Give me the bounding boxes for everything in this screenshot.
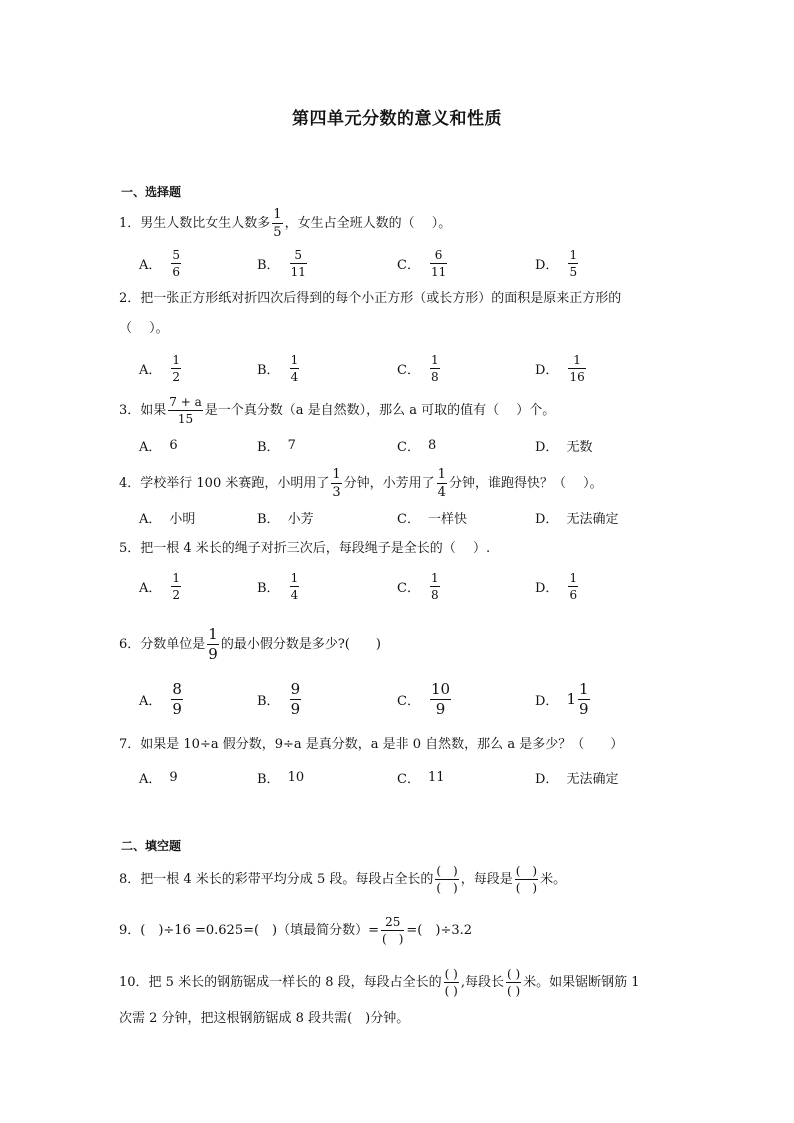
option-d[interactable]: D． $\frac{1}{16}$ <box>535 352 585 384</box>
question-10-line-2: 次需 2 分钟，把这根钢筋锯成 8 段共需( )分钟。 <box>119 1011 410 1026</box>
question-1-prefix: 1．男生人数比女生人数多 <box>119 215 271 231</box>
option-b[interactable]: B． $\frac{1}{4}$ <box>257 352 299 384</box>
option-a[interactable]: A． $\frac{1}{2}$ <box>139 352 181 384</box>
option-a[interactable]: A． 6 <box>139 437 178 455</box>
question-5: 5．把一根 4 米长的绳子对折三次后，每段绳子是全长的（ ）. <box>119 541 491 556</box>
option-a[interactable]: A． $\frac{1}{2}$ <box>139 570 181 602</box>
option-d[interactable]: D． $\frac{1}{6}$ <box>535 570 578 602</box>
question-7: 7．如果是 10÷a 假分数，9÷a 是真分数，a 是非 0 自然数，那么 a 是多少？（ ） <box>119 737 624 752</box>
option-b[interactable]: B． $\frac{9}{9}$ <box>257 679 301 718</box>
question-4-prefix: 4．学校举行 100 米赛跑，小明用了 <box>119 475 330 491</box>
option-c[interactable]: C． 11 <box>397 769 445 787</box>
question-6 <box>119 627 684 662</box>
question-4-fraction-2: $\frac{1}{4}$ <box>437 467 446 500</box>
question-10-blank-fraction-1[interactable]: $\frac{( )}{( )}$ <box>444 967 458 998</box>
question-10-blank-fraction-2[interactable]: $\frac{( )}{( )}$ <box>506 967 521 998</box>
option-b[interactable]: B． 10 <box>257 769 305 787</box>
question-3-suffix: 是一个真分数（a 是自然数），那么 a 可取的值有（ ）个。 <box>204 402 556 418</box>
question-8-blank-fraction-2[interactable]: $\frac{( )}{( )}$ <box>515 864 538 895</box>
question-8 <box>119 865 684 894</box>
option-c[interactable]: C． 8 <box>397 437 437 455</box>
option-c[interactable]: C． $\frac{1}{8}$ <box>397 352 439 384</box>
option-c[interactable]: C． $\frac{10}{9}$ <box>397 679 451 718</box>
page-title: 第四单元分数的意义和性质 <box>292 109 502 129</box>
question-3-fraction: $\frac{7 + a}{15}$ <box>169 395 202 426</box>
option-b[interactable]: B． 7 <box>257 437 296 455</box>
question-4-fraction-1: $\frac{1}{3}$ <box>332 467 341 500</box>
question-10-suffix: 米。如果锯断钢筋 1 <box>523 974 640 990</box>
option-a[interactable]: A． $\frac{5}{6}$ <box>139 247 181 279</box>
question-6-suffix: 的最小假分数是多少?( ) <box>220 636 381 652</box>
question-8-blank-fraction-1[interactable]: $\frac{( )}{( )}$ <box>436 864 458 895</box>
question-8-suffix: 米。 <box>540 871 567 887</box>
question-2-line-2: （ ）。 <box>119 321 169 336</box>
option-d[interactable]: D． 1 $\frac{1}{9}$ <box>535 679 589 718</box>
question-3 <box>119 396 684 425</box>
section-heading-choice: 一、选择题 <box>121 185 182 199</box>
question-4 <box>119 468 684 499</box>
question-8-middle: ，每段是 <box>460 871 513 887</box>
question-1 <box>119 208 684 239</box>
question-4-suffix: 分钟，谁跑得快？（ ）。 <box>448 475 603 491</box>
question-6-fraction: $\frac{1}{9}$ <box>208 625 218 663</box>
option-d[interactable]: D． 无法确定 <box>535 511 619 527</box>
question-9-suffix: =( )÷3.2 <box>406 922 473 938</box>
question-9-prefix: 9．( )÷16 =0.625=( )（填最简分数）= <box>119 922 380 938</box>
option-d[interactable]: D． 无法确定 <box>535 771 619 787</box>
question-3-prefix: 3．如果 <box>119 402 167 418</box>
option-a[interactable]: A． 小明 <box>139 511 196 527</box>
question-10-middle: ,每段长 <box>460 974 504 990</box>
option-d[interactable]: D． 无数 <box>535 439 593 455</box>
option-a[interactable]: A． $\frac{8}{9}$ <box>139 679 182 718</box>
question-1-fraction: $\frac{1}{5}$ <box>273 207 282 240</box>
question-10-prefix: 10．把 5 米长的钢筋锯成一样长的 8 段，每段占全长的 <box>119 974 442 990</box>
question-6-prefix: 6．分数单位是 <box>119 636 206 652</box>
option-a[interactable]: A． 9 <box>139 769 178 787</box>
question-8-prefix: 8．把一根 4 米长的彩带平均分成 5 段。每段占全长的 <box>119 871 434 887</box>
question-9-fraction[interactable]: $\frac{25}{( )}$ <box>382 915 404 946</box>
option-b[interactable]: B． $\frac{5}{11}$ <box>257 247 306 279</box>
question-1-suffix: ，女生占全班人数的（ ）。 <box>284 215 452 231</box>
option-b[interactable]: B． $\frac{1}{4}$ <box>257 570 299 602</box>
option-c[interactable]: C． 一样快 <box>397 511 467 527</box>
section-heading-fill: 二、填空题 <box>121 839 182 853</box>
option-d[interactable]: D． $\frac{1}{5}$ <box>535 247 578 279</box>
option-b[interactable]: B． 小芳 <box>257 511 314 527</box>
option-c[interactable]: C． $\frac{6}{11}$ <box>397 247 447 279</box>
question-10-line-1 <box>119 968 684 997</box>
question-4-middle: 分钟，小芳用了 <box>343 475 435 491</box>
question-2-line-1: 2．把一张正方形纸对折四次后得到的每个小正方形（或长方形）的面积是原来正方形的 <box>119 291 622 306</box>
option-c[interactable]: C． $\frac{1}{8}$ <box>397 570 439 602</box>
question-9 <box>119 916 684 945</box>
